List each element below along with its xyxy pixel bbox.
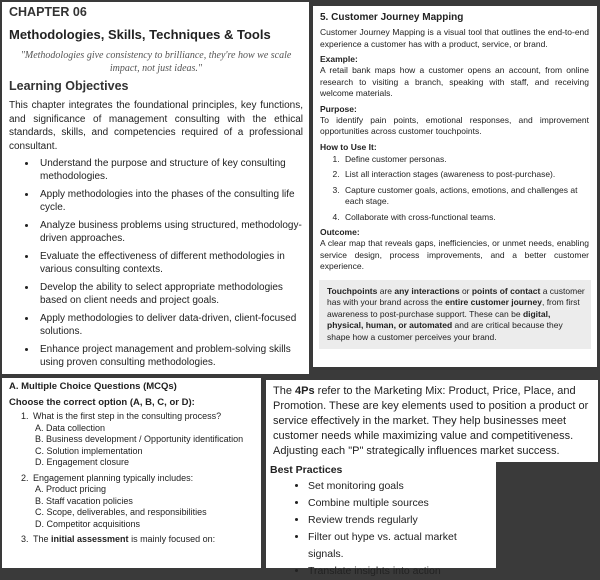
answer-option: A. Data collection: [35, 422, 106, 433]
cjm-purpose-label: Purpose:: [320, 103, 357, 114]
cjm-outcome-label: Outcome:: [320, 227, 360, 237]
cjm-howto-label: How to Use It:: [320, 141, 377, 152]
cjm-purpose-text: To identify pain points, emotional responses, and improvement opportunities across customer touchpoints.: [320, 114, 589, 136]
answer-option: B. Staff vacation policies: [35, 495, 133, 506]
chapter-label: CHAPTER 06: [9, 5, 87, 19]
objectives-list: [9, 157, 303, 369]
answer-option: B. Business development / Opportunity identification: [35, 434, 244, 444]
mcq-question: [31, 411, 255, 469]
cjm-steps-list: [320, 154, 589, 224]
question-text-bold: initial assessment: [51, 534, 129, 544]
chapter-intro: This chapter integrates the foundational principles, key functions, and significance of management consulting with the ethical standards, skills, and competencies required of a professional consultant.: [9, 100, 303, 152]
four-ps-post: refer to the Marketing Mix: Product, Price, Place, and Promotion. These are key elements used to position a product or service effectively in the market. They help businesses meet customer needs while maximizing value and competitiveness. Adjusting each "P" strategically influences market success.: [273, 385, 589, 457]
four-ps-pre: The: [273, 385, 296, 397]
best-practice-item: • Set monitoring goals: [308, 478, 490, 495]
mcq-question: [31, 534, 255, 546]
touch-text-2: or: [459, 285, 472, 296]
answer-option: C. Solution implementation: [35, 445, 143, 456]
objective-item: • Enhance project management and problem-solving skills using proven consulting methodologies.: [37, 343, 303, 369]
objective-item: • Apply methodologies into the phases of the consulting life cycle.: [37, 188, 303, 214]
touch-bold-2: any interactions: [394, 285, 460, 296]
answer-option: D. Engagement closure: [35, 457, 130, 467]
objective-item: • Evaluate the effectiveness of different methodologies in various consulting contexts.: [37, 250, 303, 276]
chapter-panel: [2, 2, 309, 374]
touch-bold-5: digital, physical, human, or automated: [327, 308, 551, 330]
cjm-step: 4. Collaborate with cross-functional teams.: [342, 212, 589, 224]
question-text: 2. Engagement planning typically includes:: [33, 472, 194, 483]
four-ps-bold: 4Ps: [295, 385, 315, 397]
mcq-question: [31, 473, 255, 531]
cjm-step: 1. Define customer personas.: [342, 154, 589, 166]
four-ps-text: [273, 384, 592, 459]
objective-item: • Understand the purpose and structure of key consulting methodologies.: [37, 157, 303, 183]
best-practices-list: [270, 478, 490, 580]
touch-bold-1: Touchpoints: [327, 285, 378, 296]
answer-option: A. Product pricing: [35, 484, 107, 494]
objective-item: • Develop the ability to select appropriate methodologies based on client needs and project goals.: [37, 281, 303, 307]
best-practices-panel: [266, 462, 496, 577]
cjm-example-text: A retail bank maps how a customer opens an account, from online research to visiting a branch, speaking with staff, and receiving welcome materials.: [320, 65, 589, 98]
question-text-pre: The: [33, 534, 52, 544]
cjm-step: 3. Capture customer goals, actions, emotions, and challenges at each stage.: [342, 185, 589, 208]
touch-text-1: are: [377, 285, 395, 296]
touch-bold-4: entire customer journey: [445, 297, 542, 307]
mcq-question-list: [9, 411, 255, 546]
cjm-outcome-text: A clear map that reveals gaps, inefficiencies, or unmet needs, enabling service design, process improvements, and a better customer experience.: [320, 238, 589, 271]
cjm-step: 2. List all interaction stages (awareness to post-purchase).: [342, 169, 589, 181]
mcq-heading: A. Multiple Choice Questions (MCQs): [9, 381, 177, 392]
question-text-post: is mainly focused on:: [128, 534, 216, 544]
cjm-intro: Customer Journey Mapping is a visual tool that outlines the end-to-end experience a customer has with a product, service, or brand.: [320, 27, 589, 49]
chapter-title: Methodologies, Skills, Techniques & Tools: [9, 27, 271, 42]
touch-text-4: , from first awareness to post-purchase support. These can be: [327, 297, 580, 319]
answer-option: C. Scope, deliverables, and responsibilities: [35, 507, 207, 517]
best-practices-heading: Best Practices: [270, 464, 343, 476]
objective-item: • Apply methodologies to deliver data-driven, client-focused solutions.: [37, 312, 303, 338]
cjm-title: 5. Customer Journey Mapping: [320, 12, 464, 23]
mcq-instruction: Choose the correct option (A, B, C, or D):: [9, 397, 195, 408]
touchpoints-callout: [319, 280, 591, 350]
best-practice-item: • Review trends regularly: [308, 512, 490, 529]
question-text: 1. What is the first step in the consulting process?: [33, 411, 222, 421]
cjm-panel: [313, 6, 597, 367]
answer-option: D. Competitor acquisitions: [35, 518, 141, 529]
best-practice-item: • Filter out hype vs. actual market signals.: [308, 529, 490, 563]
mcq-panel: [2, 378, 261, 568]
four-ps-panel: [266, 380, 598, 462]
touch-text-3: a customer has with your brand across the: [327, 285, 585, 307]
best-practice-item: • Translate insights into action: [308, 563, 490, 580]
objective-item: • Analyze business problems using structured, methodology-driven approaches.: [37, 219, 303, 245]
chapter-quote: "Methodologies give consistency to brilliance, they're how we scale impact, not just ideas.": [20, 50, 292, 74]
objectives-heading: Learning Objectives: [9, 79, 129, 93]
best-practice-item: • Combine multiple sources: [308, 495, 490, 512]
cjm-example-label: Example:: [320, 54, 358, 64]
touch-bold-3: points of contact: [471, 285, 541, 296]
touch-text-5: and are critical because they shape how a customer perceives your brand.: [327, 320, 563, 342]
